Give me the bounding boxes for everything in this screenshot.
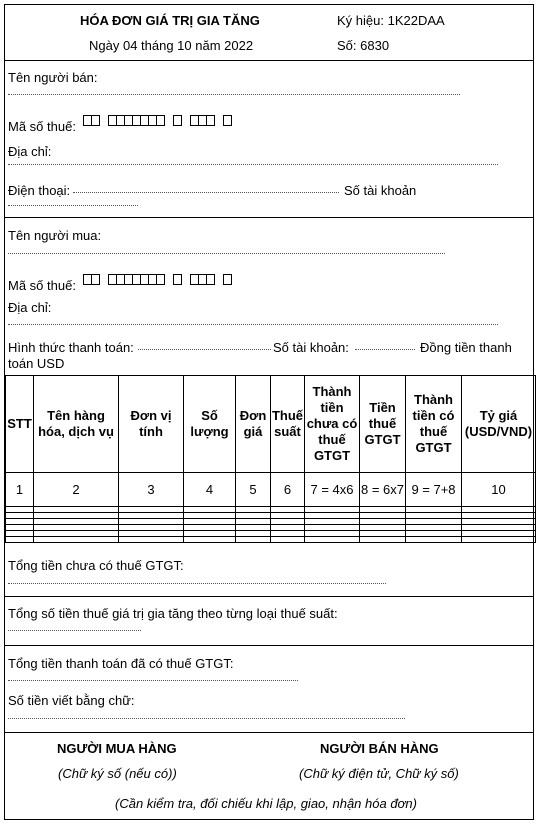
footer-note: (Cần kiểm tra, đối chiếu khi lập, giao, nhận hóa đơn) bbox=[115, 796, 417, 811]
invoice-title: HÓA ĐƠN GIÁ TRỊ GIA TĂNG bbox=[80, 13, 260, 28]
col-number: 10 bbox=[462, 473, 536, 507]
col-number: 9 = 7+8 bbox=[406, 473, 462, 507]
col-header: Thành tiền có thuế GTGT bbox=[406, 376, 462, 473]
invoice-number: Số: 6830 bbox=[337, 38, 390, 53]
buyer-address-label: Địa chỉ: bbox=[8, 300, 52, 315]
seller-tax-boxes bbox=[83, 115, 240, 126]
grand-total-section bbox=[5, 646, 533, 733]
seller-section bbox=[5, 61, 533, 218]
buyer-signature-title: NGƯỜI MUA HÀNG bbox=[57, 741, 177, 756]
buyer-address-dots bbox=[8, 317, 498, 325]
seller-account-label: Số tài khoản bbox=[344, 183, 417, 198]
col-header: Thuế suất bbox=[271, 376, 305, 473]
col-header: Tên hàng hóa, dịch vụ bbox=[34, 376, 119, 473]
buyer-currency-label-2: toán USD bbox=[8, 356, 65, 371]
buyer-account-label: Số tài khoản: bbox=[273, 340, 349, 355]
table-row bbox=[6, 537, 536, 543]
col-number: 8 = 6x7 bbox=[360, 473, 406, 507]
seller-address-label: Địa chỉ: bbox=[8, 144, 52, 159]
amount-in-words-label: Số tiền viết bằng chữ: bbox=[8, 693, 135, 708]
col-number: 7 = 4x6 bbox=[305, 473, 360, 507]
seller-name-dots bbox=[8, 87, 460, 95]
grand-total-dots bbox=[8, 673, 298, 681]
col-header: Số lượng bbox=[184, 376, 236, 473]
col-header: Thành tiền chưa có thuế GTGT bbox=[305, 376, 360, 473]
table-number-row bbox=[6, 473, 536, 507]
seller-phone-dots bbox=[73, 185, 339, 193]
seller-signature-title: NGƯỜI BÁN HÀNG bbox=[320, 741, 439, 756]
col-header: Tỷ giá (USD/VND) bbox=[462, 376, 536, 473]
seller-name-label: Tên người bán: bbox=[8, 70, 98, 85]
pre-tax-total-label: Tổng tiền chưa có thuế GTGT: bbox=[8, 558, 184, 573]
buyer-tax-boxes bbox=[83, 274, 240, 285]
buyer-name-dots bbox=[8, 246, 445, 254]
buyer-currency-label-1: Đồng tiền thanh bbox=[420, 340, 512, 355]
grand-total-label: Tổng tiền thanh toán đã có thuế GTGT: bbox=[8, 656, 234, 671]
col-header: Tiền thuế GTGT bbox=[360, 376, 406, 473]
amount-in-words-dots bbox=[8, 711, 405, 719]
col-header: Đơn giá bbox=[236, 376, 271, 473]
seller-address-dots bbox=[8, 157, 498, 165]
buyer-payment-label: Hình thức thanh toán: bbox=[8, 340, 134, 355]
col-number: 3 bbox=[119, 473, 184, 507]
col-header: Đơn vị tính bbox=[119, 376, 184, 473]
buyer-account-dots bbox=[355, 342, 415, 350]
buyer-signature-note: (Chữ ký số (nếu có)) bbox=[58, 766, 177, 781]
col-number: 4 bbox=[184, 473, 236, 507]
seller-tax-label: Mã số thuế: bbox=[8, 119, 76, 134]
col-number: 6 bbox=[271, 473, 305, 507]
seller-phone-label: Điện thoại: bbox=[8, 183, 71, 198]
invoice-form bbox=[4, 4, 534, 820]
vat-total-dots bbox=[8, 623, 141, 631]
signature-section bbox=[5, 733, 533, 821]
pre-tax-total-dots bbox=[8, 576, 386, 584]
col-number: 2 bbox=[34, 473, 119, 507]
buyer-name-label: Tên người mua: bbox=[8, 228, 102, 243]
seller-signature-note: (Chữ ký điện tử, Chữ ký số) bbox=[299, 766, 459, 781]
vat-total-section bbox=[5, 597, 533, 646]
seller-account-dots bbox=[8, 198, 138, 206]
pre-tax-total-section bbox=[5, 548, 533, 597]
buyer-tax-label: Mã số thuế: bbox=[8, 278, 76, 293]
invoice-serial: Ký hiệu: 1K22DAA bbox=[337, 13, 445, 28]
col-number: 5 bbox=[236, 473, 271, 507]
buyer-section bbox=[5, 218, 533, 375]
vat-total-label: Tổng số tiền thuế giá trị gia tăng theo từng loại thuế suất: bbox=[8, 606, 338, 621]
invoice-date: Ngày 04 tháng 10 năm 2022 bbox=[89, 38, 254, 53]
table-header-row bbox=[6, 376, 536, 473]
col-header: STT bbox=[6, 376, 34, 473]
invoice-header bbox=[5, 5, 533, 61]
col-number: 1 bbox=[6, 473, 34, 507]
items-table bbox=[5, 375, 536, 543]
buyer-payment-dots bbox=[138, 342, 271, 350]
